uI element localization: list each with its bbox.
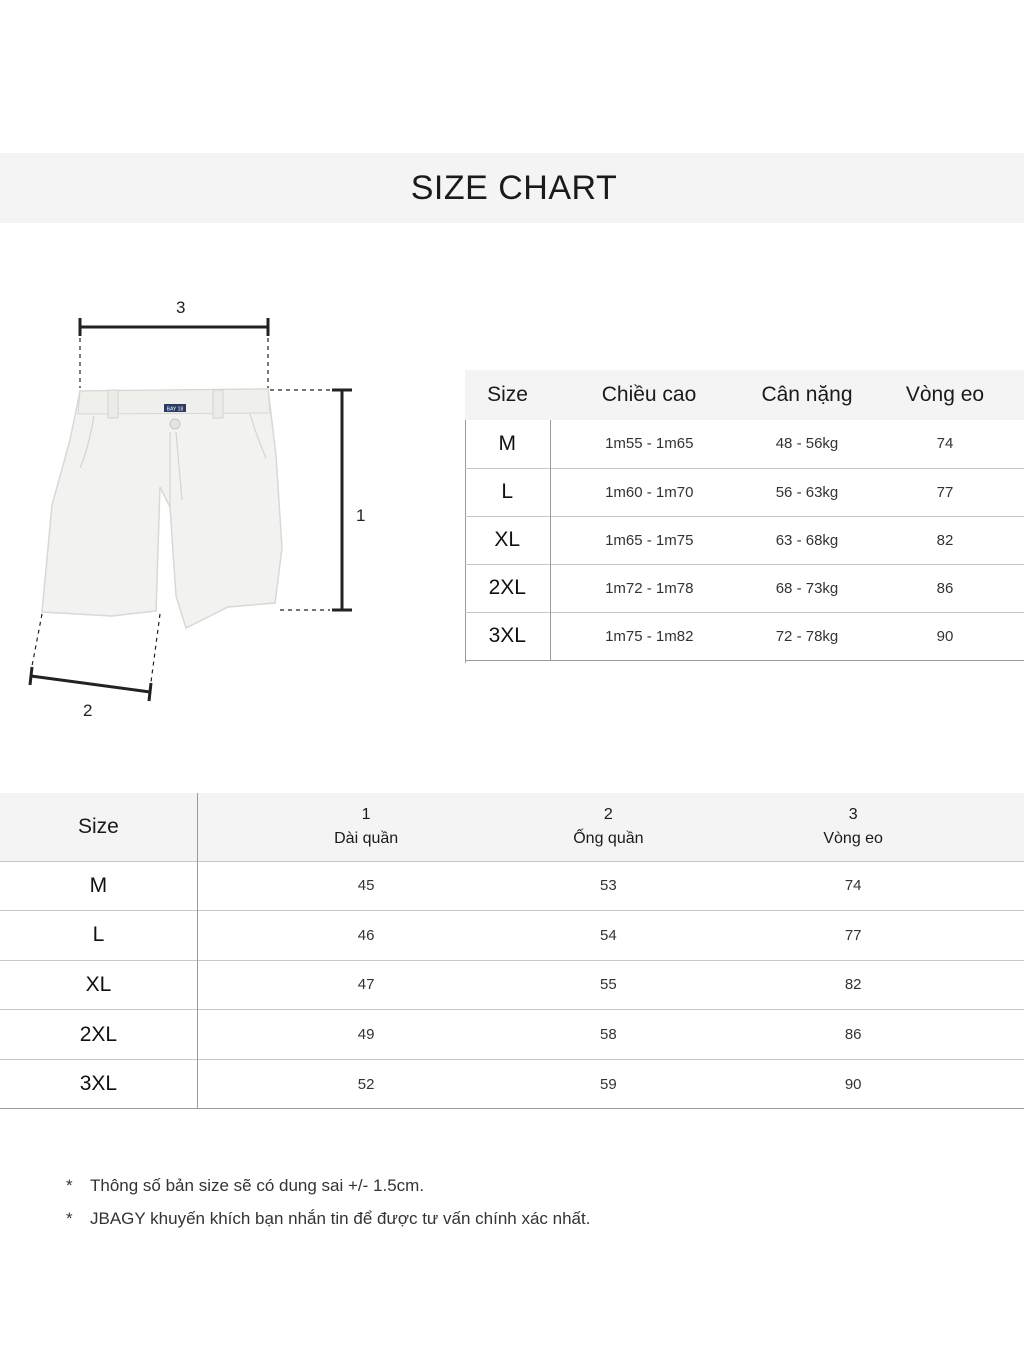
leg-opening-cell: 54 — [534, 911, 682, 961]
table-row — [0, 960, 1024, 1010]
length-cell: 46 — [197, 911, 534, 961]
shorts-measurement-diagram — [0, 280, 420, 740]
waist-cell: 82 — [682, 960, 1024, 1010]
column-label: Dài quần — [334, 829, 399, 847]
column-label: Ống quần — [573, 829, 644, 847]
header-length — [197, 793, 534, 861]
leg-opening-cell: 55 — [534, 960, 682, 1010]
waist-cell: 77 — [682, 911, 1024, 961]
page-title: SIZE CHART — [410, 168, 618, 207]
waist-cell: 86 — [866, 564, 1024, 612]
dimension-2-line — [30, 614, 160, 701]
header-height: Chiều cao — [601, 383, 697, 406]
table-row — [465, 420, 1024, 468]
garment-size-table — [0, 793, 1024, 1109]
dimension-3-line — [80, 318, 268, 388]
dimension-1-line — [270, 390, 352, 610]
garment-table-header — [0, 793, 1024, 861]
column-number: 2 — [603, 805, 613, 823]
table-row — [0, 1059, 1024, 1109]
size-cell: 3XL — [0, 1059, 197, 1109]
body-size-table — [465, 370, 1024, 661]
size-cell: 2XL — [0, 1010, 197, 1060]
header-leg-opening — [534, 793, 682, 861]
column-number: 3 — [848, 805, 858, 823]
length-cell: 47 — [197, 960, 534, 1010]
header-weight: Cân nặng — [761, 383, 853, 406]
body-table-header — [465, 370, 1024, 420]
note-text: JBAGY khuyến khích bạn nhắn tin để được tư vấn chính xác nhất. — [90, 1209, 591, 1228]
header-size: Size — [0, 793, 197, 861]
leg-opening-cell: 59 — [534, 1059, 682, 1109]
height-cell: 1m75 - 1m82 — [550, 612, 748, 660]
header-waist: Vòng eo — [905, 383, 985, 406]
note-bullet: * — [66, 1176, 73, 1195]
waist-cell: 77 — [866, 468, 1024, 516]
header-waist — [682, 793, 1024, 861]
length-cell: 49 — [197, 1010, 534, 1060]
waist-cell: 86 — [682, 1010, 1024, 1060]
dimension-3-label: 3 — [176, 298, 186, 317]
dimension-2-label: 2 — [83, 701, 93, 720]
weight-cell: 72 - 78kg — [748, 612, 866, 660]
note-bullet: * — [66, 1209, 73, 1228]
waist-cell: 90 — [866, 612, 1024, 660]
brand-tag-text: BAY 18 — [166, 406, 184, 413]
table-row — [0, 1010, 1024, 1060]
note-item — [66, 1209, 590, 1242]
size-cell: 2XL — [465, 564, 550, 612]
weight-cell: 63 - 68kg — [748, 516, 866, 564]
note-text: Thông số bản size sẽ có dung sai +/- 1.5cm. — [90, 1176, 425, 1195]
length-cell: 52 — [197, 1059, 534, 1109]
size-cell: 3XL — [465, 612, 550, 660]
waist-cell: 82 — [866, 516, 1024, 564]
leg-opening-cell: 58 — [534, 1010, 682, 1060]
height-cell: 1m72 - 1m78 — [550, 564, 748, 612]
waist-cell: 74 — [682, 861, 1024, 911]
header-size: Size — [487, 383, 528, 406]
height-cell: 1m65 - 1m75 — [550, 516, 748, 564]
table-row — [0, 861, 1024, 911]
table-row — [465, 612, 1024, 660]
weight-cell: 68 - 73kg — [748, 564, 866, 612]
shorts-graphic — [42, 389, 282, 628]
waist-cell: 74 — [936, 435, 954, 453]
size-cell: L — [465, 468, 550, 516]
table-row — [0, 911, 1024, 961]
dimension-1-label: 1 — [356, 506, 366, 525]
length-cell: 45 — [197, 861, 534, 911]
waist-cell: 90 — [682, 1059, 1024, 1109]
size-cell: L — [0, 911, 197, 961]
weight-cell: 48 - 56kg — [775, 435, 839, 453]
column-label: Vòng eo — [823, 829, 883, 847]
size-cell: M — [0, 861, 197, 911]
notes-list — [66, 1176, 590, 1242]
table-row — [465, 564, 1024, 612]
height-cell: 1m60 - 1m70 — [550, 468, 748, 516]
size-cell: XL — [0, 960, 197, 1010]
table-row — [465, 516, 1024, 564]
height-cell: 1m55 - 1m65 — [605, 435, 694, 453]
size-cell: XL — [465, 516, 550, 564]
leg-opening-cell: 53 — [534, 861, 682, 911]
column-number: 1 — [361, 805, 371, 823]
title-band — [0, 153, 1024, 223]
table-row — [465, 468, 1024, 516]
weight-cell: 56 - 63kg — [748, 468, 866, 516]
note-item — [66, 1176, 590, 1209]
size-cell: M — [465, 420, 550, 468]
